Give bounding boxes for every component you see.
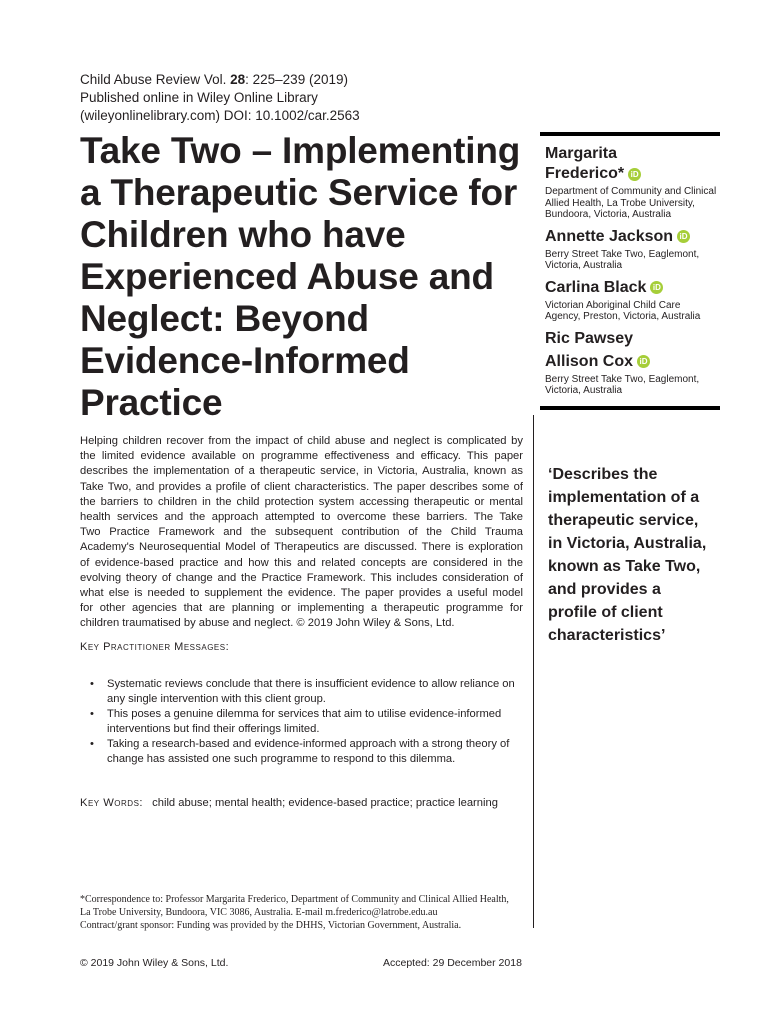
orcid-icon[interactable]: iD [628, 168, 641, 181]
keywords-value: child abuse; mental health; evidence-based practice; practice learning [152, 797, 498, 809]
abstract: Helping children recover from the impact of child abuse and neglect is complicated by the limited evidence available on programme effectiveness and efficacy. This paper describes the implementation of a therapeutic service, in Victoria, Australia, known as Take Two, and provides a profile of client characteristics. The paper describes some of the barriers to children in the child protection system accessing therapeutic or mental health services and the approach attempted to overcome these barriers. The Take Two Practice Framework and the subsequent contribution of the Child Trauma Academy's Neurosequential Model of Therapeutics are discussed. There is exploration of evidence-based practice and how this and related concepts are considered in the evolving theory of change and the Practice Framework. This includes consideration of what else is needed to supplement the evidence. The paper provides a useful model for other agencies that are planning or implementing a therapeutic programme for children traumatised by abuse and neglect. © 2019 John Wiley & Sons, Ltd. [80, 435, 523, 630]
bullet-icon: • [90, 678, 94, 690]
list-item: • Systematic reviews conclude that there is insufficient evidence to allow reliance on any single intervention with this client group. [90, 678, 515, 705]
orcid-icon[interactable]: iD [677, 230, 690, 243]
key-messages-list [90, 677, 530, 767]
correspondence-footnote: *Correspondence to: Professor Margarita Frederico, Department of Community and Clinical Allied Health, La Trobe University, Bundoora, VIC 3086, Australia. E-mail m.frederico@latrobe.edu.au Contract/grant sponsor: Funding was provided by the DHHS, Victorian Government, Australia. [80, 894, 509, 931]
journal-line-2: Published online in Wiley Online Library [80, 90, 318, 105]
pull-quote: ‘Describes the implementation of a therapeutic service, in Victoria, Australia, known as Take Two, and provides a profile of client characteristics’ [548, 466, 707, 644]
column-divider [533, 415, 534, 928]
journal-info [80, 71, 520, 125]
bullet-icon: • [90, 738, 94, 750]
journal-line-3: (wileyonlinelibrary.com) DOI: 10.1002/car.2563 [80, 108, 360, 123]
bullet-icon: • [90, 708, 94, 720]
title-line: Children who have [80, 214, 406, 255]
author-affiliation: Berry Street Take Two, Eaglemont, Victoria, Australia [545, 373, 700, 396]
author-name: Carlina Black iD [545, 278, 720, 298]
article-title [80, 130, 520, 424]
title-line: Neglect: Beyond [80, 298, 369, 339]
footer-accepted-date: Accepted: 29 December 2018 [383, 957, 522, 969]
orcid-icon[interactable]: iD [650, 281, 663, 294]
list-item: • Taking a research-based and evidence-informed approach with a strong theory of change has assisted one such programme to respond to this dilemma. [90, 738, 510, 765]
author-name: Margarita Frederico* iD [545, 144, 720, 184]
title-line: Experienced Abuse and [80, 256, 494, 297]
orcid-icon[interactable]: iD [637, 355, 650, 368]
keywords-label: Key Words: [80, 797, 144, 809]
journal-line-1: Child Abuse Review Vol. 28: 225–239 (2019) [80, 72, 348, 87]
author-name: Allison Cox iD [545, 352, 720, 372]
author-affiliation: Department of Community and Clinical Allied Health, La Trobe University, Bundoora, Victoria, Australia [545, 186, 717, 220]
key-messages-heading: Key Practitioner Messages: [80, 641, 230, 653]
author-affiliation: Victorian Aboriginal Child Care Agency, Preston, Victoria, Australia [545, 299, 701, 322]
title-line: Practice [80, 382, 223, 423]
title-line: a Therapeutic Service for [80, 172, 518, 213]
author-name: Ric Pawsey [545, 329, 634, 347]
keywords [80, 797, 498, 809]
title-line: Take Two – Implementing [80, 130, 521, 171]
author-name: Annette Jackson iD [545, 227, 720, 247]
list-item: • This poses a genuine dilemma for services that aim to utilise evidence-informed interventions but find their offerings limited. [90, 708, 502, 735]
title-line: Evidence-Informed [80, 340, 410, 381]
author-sidebar [540, 132, 720, 410]
author-affiliation: Berry Street Take Two, Eaglemont, Victoria, Australia [545, 248, 700, 271]
footer-copyright: © 2019 John Wiley & Sons, Ltd. [80, 957, 229, 969]
